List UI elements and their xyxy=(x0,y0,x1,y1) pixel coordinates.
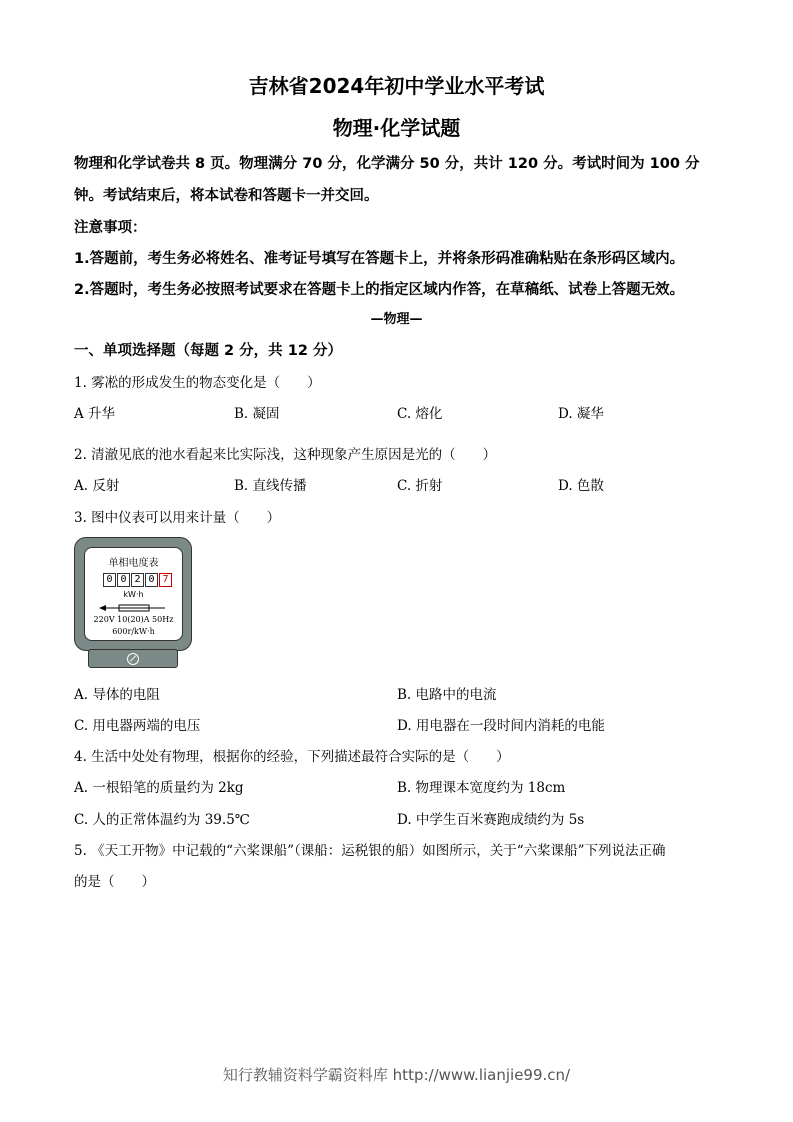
question-3-option-d: D. 用电器在一段时间内消耗的电能 xyxy=(397,718,605,734)
question-4-stem: 4. 生活中处处有物理，根据你的经验，下列描述最符合实际的是（ ） xyxy=(74,749,510,765)
question-5-stem-line-1: 5. 《天工开物》中记载的“六桨课船”（课船：运税银的船）如图所示，关于“六桨课船”下列说法正确 xyxy=(74,843,666,859)
meter-unit-label: kW·h xyxy=(123,590,144,599)
exam-title: 吉林省2024年初中学业水平考试 xyxy=(248,74,545,98)
question-3-option-b: B. 电路中的电流 xyxy=(397,687,497,703)
electricity-meter-figure xyxy=(74,537,192,668)
meter-digits xyxy=(103,573,173,587)
question-1-option-a: A 升华 xyxy=(74,406,116,422)
meter-digit: 0 xyxy=(145,573,158,587)
meter-disc-arrow-icon xyxy=(99,603,169,613)
question-2-option-a: A. 反射 xyxy=(74,478,120,494)
meter-digit: 0 xyxy=(103,573,116,587)
question-4-option-d: D. 中学生百米赛跑成绩约为 5s xyxy=(397,812,585,828)
notice-item-2: 2.答题时，考生务必按照考试要求在答题卡上的指定区域内作答，在草稿纸、试卷上答题无效。 xyxy=(74,282,685,298)
meter-rating-label: 220V 10(20)A 50Hz xyxy=(93,615,174,624)
meter-constant-label: 600r/kW·h xyxy=(112,627,155,636)
section-mark: —物理— xyxy=(370,312,423,327)
screw-icon xyxy=(127,653,139,665)
question-4-option-c: C. 人的正常体温约为 39.5℃ xyxy=(74,812,250,828)
section-title: 一、单项选择题（每题 2 分，共 12 分） xyxy=(74,343,342,359)
question-1-option-c: C. 熔化 xyxy=(397,406,443,422)
question-2-option-c: C. 折射 xyxy=(397,478,443,494)
question-1-option-d: D. 凝华 xyxy=(558,406,604,422)
question-3-option-c: C. 用电器两端的电压 xyxy=(74,718,201,734)
question-1-option-b: B. 凝固 xyxy=(234,406,280,422)
footer-watermark: 知行教辅资料学霸资料库 http://www.lianjie99.cn/ xyxy=(222,1066,571,1084)
question-4-option-a: A. 一根铅笔的质量约为 2kg xyxy=(74,780,244,796)
meter-digit: 2 xyxy=(131,573,144,587)
question-2-option-d: D. 色散 xyxy=(558,478,604,494)
question-2-stem: 2. 清澈见底的池水看起来比实际浅，这种现象产生原因是光的（ ） xyxy=(74,447,497,463)
exam-subtitle: 物理·化学试题 xyxy=(332,116,461,140)
meter-digit: 0 xyxy=(117,573,130,587)
meter-face xyxy=(84,547,183,641)
question-1-stem: 1. 雾凇的形成发生的物态变化是（ ） xyxy=(74,375,321,391)
notice-label: 注意事项： xyxy=(74,220,147,236)
question-4-option-b: B. 物理课本宽度约为 18cm xyxy=(397,780,566,796)
question-3-stem: 3. 图中仪表可以用来计量（ ） xyxy=(74,510,281,526)
meter-body xyxy=(74,537,192,651)
intro-line-1: 物理和化学试卷共 8 页。物理满分 70 分，化学满分 50 分，共计 120 分。考试时间为 100 分 xyxy=(74,156,700,172)
question-2-option-b: B. 直线传播 xyxy=(234,478,307,494)
meter-terminal-base xyxy=(88,649,178,668)
question-3-option-a: A. 导体的电阻 xyxy=(74,687,160,703)
meter-digit-decimal: 7 xyxy=(159,573,172,587)
meter-name-label: 单相电度表 xyxy=(108,558,159,569)
notice-item-1: 1.答题前，考生务必将姓名、准考证号填写在答题卡上，并将条形码准确粘贴在条形码区域内。 xyxy=(74,251,685,267)
intro-line-2: 钟。考试结束后，将本试卷和答题卡一并交回。 xyxy=(74,188,379,204)
question-5-stem-line-2: 的是（ ） xyxy=(74,874,155,890)
